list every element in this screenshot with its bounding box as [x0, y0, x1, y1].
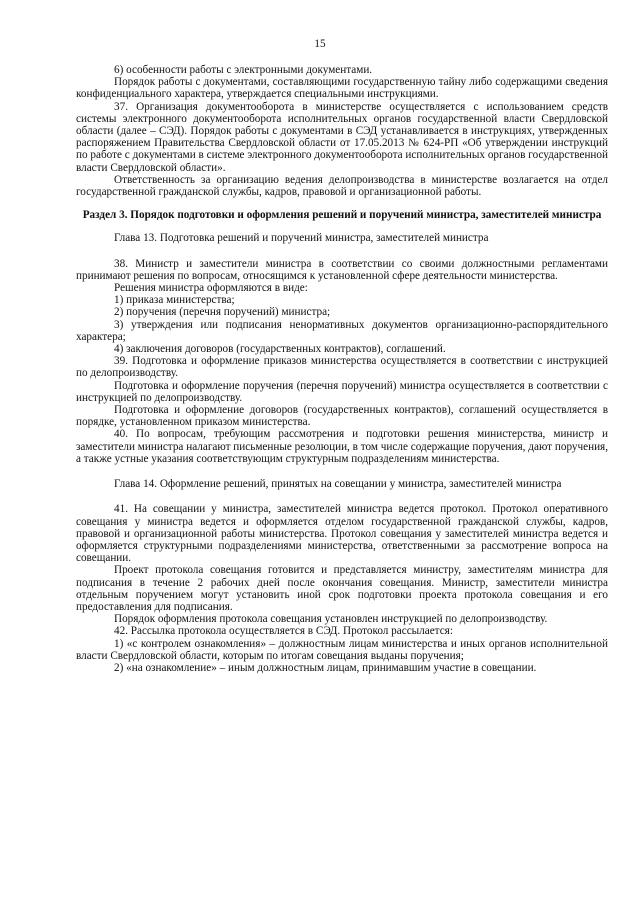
list-item: 3) утверждения или подписания ненормативных документов организационно-распорядительного характера;: [76, 318, 608, 343]
paragraph: Порядок работы с документами, составляющими государственную тайну либо содержащими сведения конфиденциального характера, утверждается специальными инструкциями.: [76, 76, 608, 101]
list-item: 2) «на ознакомление» – иным должностным лицам, принимавшим участие в совещании.: [114, 661, 537, 674]
page-body: [76, 64, 608, 674]
page-number: 15: [314, 38, 326, 50]
section-title: Раздел 3. Порядок подготовки и оформления решений и поручений министра, заместителей министра: [82, 209, 602, 222]
paragraph: 38. Министр и заместители министра в соответствии со своими должностными регламентами принимают решения по вопросам, относящимся к установленной сфере деятельности министерства.: [76, 257, 608, 282]
chapter-13-title: Глава 13. Подготовка решений и поручений министра, заместителей министра: [114, 232, 489, 245]
list-item: 1) «с контролем ознакомления» – должностным лицам министерства и иных органов исполнительной власти Свердловской области, которым по итогам совещания выданы поручения;: [76, 637, 608, 662]
paragraph: 39. Подготовка и оформление приказов министерства осуществляется в соответствии с инструкцией по делопроизводству.: [76, 355, 608, 380]
paragraph: Подготовка и оформление договоров (государственных контрактов), соглашений осуществляется в порядке, установленном приказом министерства.: [76, 404, 608, 429]
list-item: 2) поручения (перечня поручений) министра;: [114, 306, 331, 319]
paragraph: Решения министра оформляются в виде:: [114, 282, 308, 295]
paragraph: 41. На совещании у министра, заместителей министра ведется протокол. Протокол оперативного совещания у министра ведется и оформляется отделом государственной гражданской службы, кадров, правовой и организационной работы министерства. Протокол совещания у заместителей министра ведется и оформляется структурными подразделениями министерства, ответственными за рассмотрение вопроса на совещании.: [76, 503, 608, 565]
paragraph: 37. Организация документооборота в министерстве осуществляется с использованием средств системы электронного документооборота исполнительных органов государственной власти Свердловской области (далее – СЭД). Порядок работы с документами в СЭД устанавливается в инструкциях, утвержденных распоряжением Правительства Свердловской области от 17.05.2013 № 624-РП «Об утверждении инструкций по работе с документами в системе электронного документооборота исполнительных органов государственной власти Свердловской области».: [76, 100, 608, 174]
paragraph: Проект протокола совещания готовится и представляется министру, заместителям министра для подписания в течение 2 рабочих дней после окончания совещания. Министр, заместители министра отдельным поручением могут установить иной срок подготовки проекта протокола совещания и его предоставления для подписания.: [76, 564, 608, 613]
paragraph: Порядок оформления протокола совещания установлен инструкцией по делопроизводству.: [114, 613, 548, 626]
paragraph: 40. По вопросам, требующим рассмотрения и подготовки решения министерства, министр и заместители министра налагают письменные резолюции, в том числе содержащие поручения, дают поручения, а также устные указания соответствующим структурным подразделениям министерства.: [76, 428, 608, 465]
list-item: 1) приказа министерства;: [114, 294, 235, 307]
chapter-14-title: Глава 14. Оформление решений, принятых на совещании у министра, заместителей министра: [114, 478, 562, 491]
paragraph: 42. Рассылка протокола осуществляется в СЭД. Протокол рассылается:: [114, 625, 453, 638]
paragraph: Ответственность за организацию ведения делопроизводства в министерстве возлагается на отдел государственной гражданской службы, кадров, правовой и организационной работы.: [76, 173, 608, 199]
paragraph: Подготовка и оформление поручения (перечня поручений) министра осуществляется в соответствии с инструкцией по делопроизводству.: [76, 379, 608, 404]
list-item: 4) заключения договоров (государственных контрактов), соглашений.: [114, 343, 446, 356]
paragraph: 6) особенности работы с электронными документами.: [114, 64, 373, 76]
